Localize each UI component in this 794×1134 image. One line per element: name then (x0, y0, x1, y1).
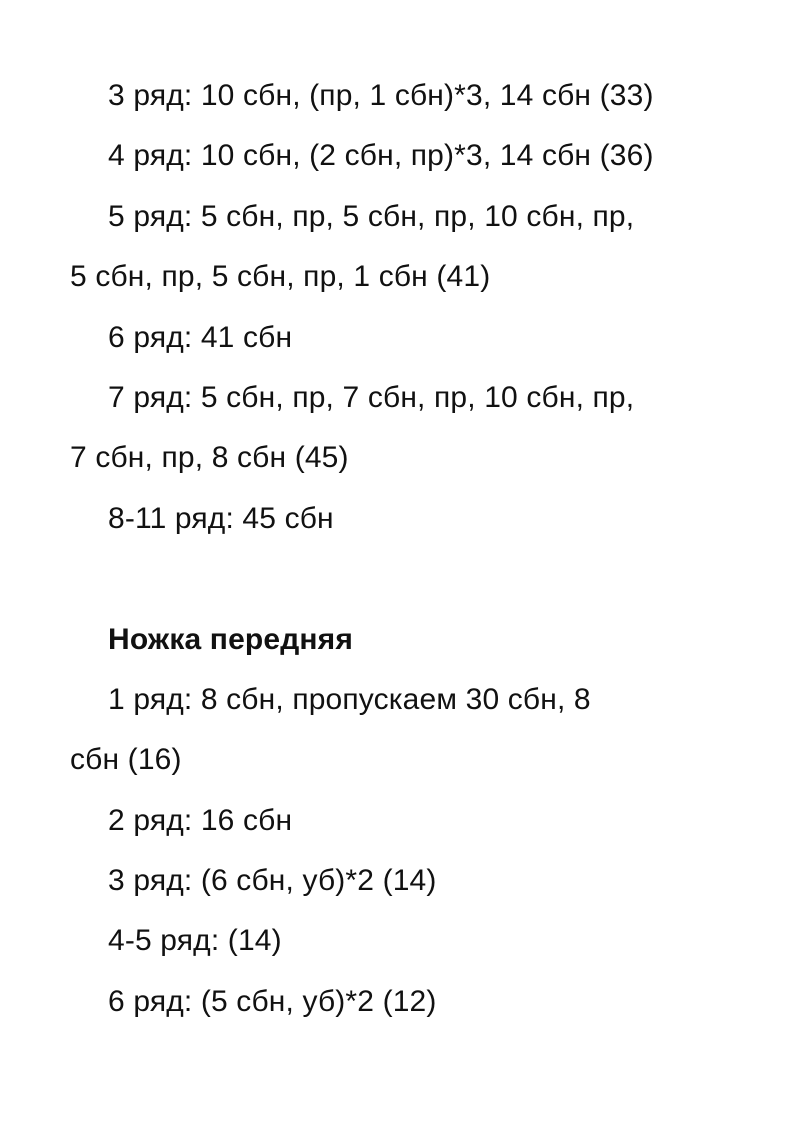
row-6-line: 6 ряд: 41 сбн (108, 320, 293, 354)
leg-row-1-line: 1 ряд: 8 сбн, пропускаем 30 сбн, 8 (108, 682, 591, 716)
row-4-line: 4 ряд: 10 сбн, (2 сбн, пр)*3, 14 сбн (36) (108, 139, 654, 173)
leg-row-2-line: 2 ряд: 16 сбн (108, 803, 293, 837)
leg-row-6-line: 6 ряд: (5 сбн, уб)*2 (12) (108, 984, 437, 1018)
leg-row-1-continuation: сбн (16) (70, 743, 182, 777)
rows-8-11-line: 8-11 ряд: 45 сбн (108, 501, 334, 535)
section-heading: Ножка передняя (108, 622, 353, 656)
leg-row-3-line: 3 ряд: (6 сбн, уб)*2 (14) (108, 864, 437, 898)
leg-rows-4-5-line: 4-5 ряд: (14) (108, 924, 282, 958)
row-5-continuation: 5 сбн, пр, 5 сбн, пр, 1 сбн (41) (70, 260, 491, 294)
row-7-continuation: 7 сбн, пр, 8 сбн (45) (70, 441, 349, 475)
row-3-line: 3 ряд: 10 сбн, (пр, 1 сбн)*3, 14 сбн (33) (108, 79, 654, 112)
row-5-line: 5 ряд: 5 сбн, пр, 5 сбн, пр, 10 сбн, пр, (108, 199, 635, 233)
section-spacer (70, 549, 724, 609)
row-7-line: 7 ряд: 5 сбн, пр, 7 сбн, пр, 10 сбн, пр, (108, 380, 635, 414)
